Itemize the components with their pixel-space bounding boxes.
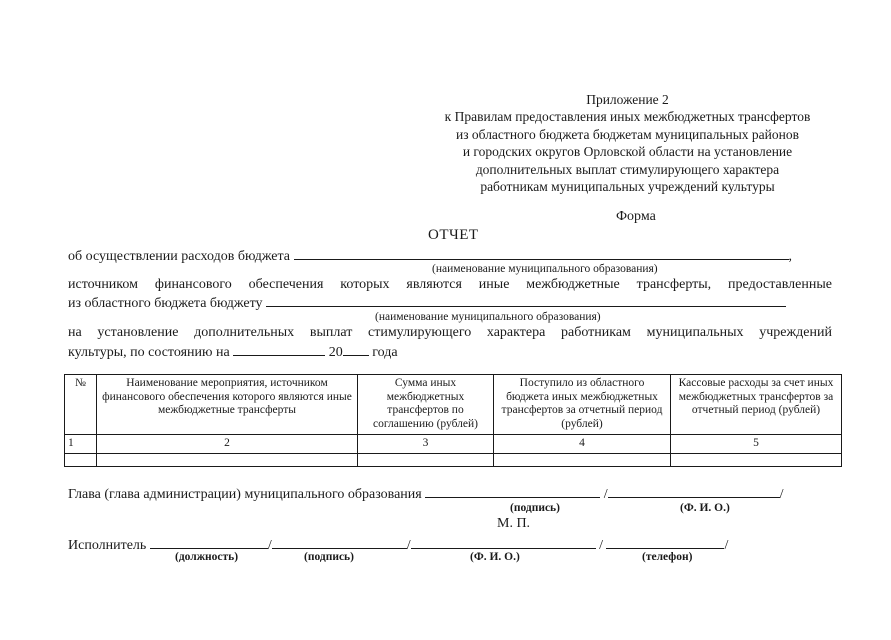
report-date-field[interactable] bbox=[233, 343, 325, 356]
head-hint-sign: (подпись) bbox=[510, 502, 560, 514]
executor-signature-field[interactable] bbox=[272, 536, 407, 549]
annex-header bbox=[420, 91, 835, 195]
word: дополнительных bbox=[194, 325, 295, 340]
word: выплат bbox=[309, 325, 353, 340]
head-hint-fio: (Ф. И. О.) bbox=[680, 502, 730, 514]
exec-hint-position: (должность) bbox=[175, 551, 239, 563]
number-cell: 3 bbox=[358, 435, 494, 454]
annex-line: работникам муниципальных учреждений культуры bbox=[480, 179, 775, 195]
slash: / bbox=[603, 487, 608, 502]
slash: / bbox=[267, 538, 272, 553]
data-cell[interactable] bbox=[671, 453, 842, 466]
annex-line: дополнительных выплат стимулирующего характера bbox=[475, 161, 780, 177]
header-cell: Кассовые расходы за счет иных межбюджетных трансфертов за отчетный период (рублей) bbox=[671, 375, 842, 435]
executor-line bbox=[68, 536, 728, 554]
header-cell: Сумма иных межбюджетных трансфертов по соглашению (рублей) bbox=[358, 375, 494, 435]
number-cell: 2 bbox=[97, 435, 358, 454]
line3-text: из областного бюджета бюджету bbox=[68, 296, 263, 311]
municipality-name-field[interactable] bbox=[294, 247, 789, 260]
stamp-label: М. П. bbox=[497, 516, 531, 531]
slash: / bbox=[779, 487, 784, 502]
year-prefix: 20 bbox=[328, 345, 343, 360]
number-cell: 5 bbox=[671, 435, 842, 454]
table-row bbox=[65, 453, 842, 466]
executor-label: Исполнитель bbox=[68, 538, 147, 553]
word: муниципальных bbox=[646, 325, 744, 340]
report-line-1 bbox=[68, 247, 792, 265]
word: иные bbox=[478, 277, 510, 292]
line1-comma: , bbox=[788, 249, 793, 264]
word: являются bbox=[406, 277, 462, 292]
executor-phone-field[interactable] bbox=[606, 536, 724, 549]
word: обеспечения bbox=[248, 277, 324, 292]
data-cell[interactable] bbox=[494, 453, 671, 466]
header-cell: Наименование мероприятия, источником финансового обеспечения которого являются иные межбюджетные трансферты bbox=[97, 375, 358, 435]
data-cell[interactable] bbox=[65, 453, 97, 466]
report-title: ОТЧЕТ bbox=[428, 227, 479, 243]
data-cell[interactable] bbox=[97, 453, 358, 466]
report-line-4 bbox=[68, 325, 832, 341]
data-cell[interactable] bbox=[358, 453, 494, 466]
number-cell: 1 bbox=[65, 435, 97, 454]
municipality-budget-field[interactable] bbox=[266, 294, 786, 307]
annex-title: Приложение 2 bbox=[586, 92, 669, 107]
word: работникам bbox=[561, 325, 631, 340]
word: установление bbox=[97, 325, 179, 340]
table-header-row bbox=[65, 375, 842, 435]
word: на bbox=[68, 325, 82, 340]
table-number-row bbox=[65, 435, 842, 454]
line1-text: об осуществлении расходов бюджета bbox=[68, 249, 291, 264]
word: предоставленные bbox=[728, 277, 832, 292]
word: трансферты, bbox=[636, 277, 712, 292]
slash: / bbox=[724, 538, 729, 553]
word: учреждений bbox=[759, 325, 832, 340]
report-line-5 bbox=[68, 343, 398, 361]
number-cell: 4 bbox=[494, 435, 671, 454]
word: которых bbox=[340, 277, 390, 292]
slash: / bbox=[599, 538, 603, 553]
word: межбюджетные bbox=[526, 277, 620, 292]
header-cell: № bbox=[65, 375, 97, 435]
head-label: Глава (глава администрации) муниципального образования bbox=[68, 487, 422, 502]
annex-line: к Правилам предоставления иных межбюджетных трансфертов bbox=[444, 109, 811, 125]
executor-position-field[interactable] bbox=[150, 536, 268, 549]
exec-hint-fio: (Ф. И. О.) bbox=[470, 551, 520, 563]
header-cell: Поступило из областного бюджета иных межбюджетных трансфертов за отчетный период (рублей) bbox=[494, 375, 671, 435]
report-line-3 bbox=[68, 294, 786, 312]
word: характера bbox=[486, 325, 546, 340]
report-year-field[interactable] bbox=[343, 343, 369, 356]
report-line-2 bbox=[68, 277, 832, 293]
head-signature-field[interactable] bbox=[425, 485, 600, 498]
hint-municipality-2: (наименование муниципального образования) bbox=[375, 311, 601, 323]
word: стимулирующего bbox=[368, 325, 472, 340]
line5-text: культуры, по состоянию на bbox=[68, 345, 230, 360]
head-fio-field[interactable] bbox=[608, 485, 780, 498]
exec-hint-phone: (телефон) bbox=[642, 551, 693, 563]
executor-fio-field[interactable] bbox=[411, 536, 596, 549]
word: финансового bbox=[154, 277, 232, 292]
slash: / bbox=[406, 538, 411, 553]
hint-municipality-1: (наименование муниципального образования) bbox=[432, 263, 658, 275]
annex-line: и городских округов Орловской области на установление bbox=[462, 144, 793, 160]
head-signature-line bbox=[68, 485, 784, 503]
exec-hint-sign: (подпись) bbox=[304, 551, 354, 563]
year-word: года bbox=[372, 345, 398, 360]
annex-line: из областного бюджета бюджетам муниципальных районов bbox=[455, 126, 799, 142]
word: источником bbox=[68, 277, 138, 292]
form-label: Форма bbox=[616, 209, 656, 224]
report-table bbox=[64, 374, 842, 467]
